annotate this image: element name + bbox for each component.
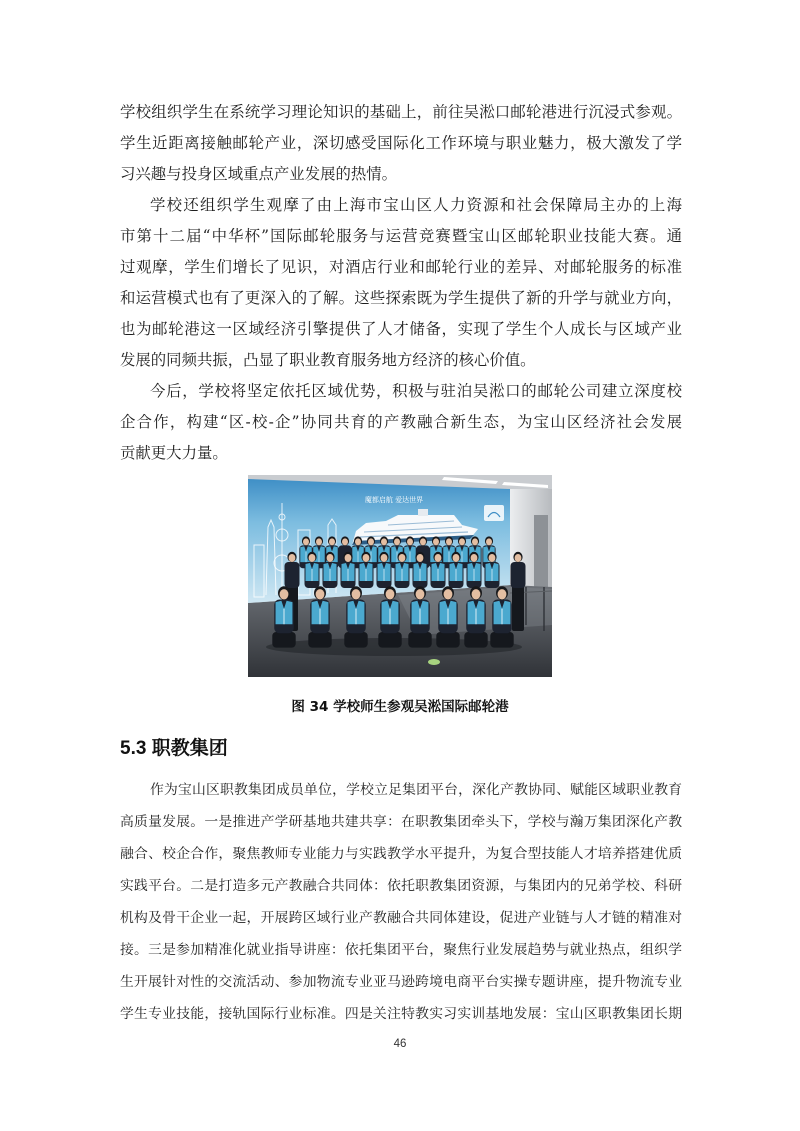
legs [464, 632, 487, 648]
face [435, 554, 442, 562]
face [416, 589, 425, 599]
face [472, 538, 478, 545]
face [280, 589, 289, 599]
paragraph [120, 376, 682, 469]
text-line: 也为邮轮港这一区域经济引擎提供了人才储备，实现了学生个人成长与区域产业 [120, 320, 682, 338]
text-line: 学生近距离接触邮轮产业，深切感受国际化工作环境与职业魅力，极大激发了学 [120, 134, 682, 152]
face [381, 538, 387, 545]
face [327, 554, 334, 562]
face [381, 554, 388, 562]
face [394, 538, 400, 545]
text-line: 生开展针对性的交流活动、参加物流专业亚马逊跨境电商平台实操专题讲座，提升物流专业 [120, 974, 682, 989]
text-line: 贡献更大力量。 [120, 444, 228, 462]
face [303, 538, 309, 545]
text-line: 过观摩，学生们增长了见识，对酒店行业和邮轮行业的差异、对邮轮服务的标准 [120, 258, 682, 276]
paragraph [120, 97, 682, 190]
floor-logo-light [428, 659, 440, 665]
face [368, 538, 374, 545]
face [498, 589, 507, 599]
text-line: 今后，学校将坚定依托区域优势，积极与驻泊吴淞口的邮轮公司建立深度校 [150, 382, 682, 400]
text-line: 学生专业技能，接轨国际行业标准。四是关注特教实习实训基地发展：宝山区职教集团长期 [120, 1006, 682, 1021]
face [386, 589, 395, 599]
face [453, 554, 460, 562]
paragraph [120, 774, 682, 1030]
face [420, 538, 426, 545]
face [486, 538, 492, 545]
face [489, 554, 496, 562]
face [316, 538, 322, 545]
text-line: 作为宝山区职教集团成员单位，学校立足集团平台，深化产教协同、赋能区域职业教育 [150, 782, 682, 797]
text-line: 发展的同频共振，凸显了职业教育服务地方经济的核心价值。 [120, 351, 536, 369]
text-line: 机构及骨干企业一起，开展跨区域行业产教融合共同体建设，促进产业链与人才链的精准对 [120, 910, 682, 925]
text-line: 融合、校企合作，聚焦教师专业能力与实践教学水平提升，为复合型技能人才培养搭建优质 [120, 846, 682, 861]
face [433, 538, 439, 545]
face [407, 538, 413, 545]
text-line: 习兴趣与投身区域重点产业发展的热情。 [120, 165, 398, 183]
poster-logo [484, 505, 504, 521]
section-text [120, 774, 682, 1030]
text-line: 企合作，构建“区-校-企”协同共育的产教融合新生态，为宝山区经济社会发展 [120, 413, 682, 431]
jacket [285, 562, 300, 588]
legs [378, 632, 401, 648]
photo-illustration [248, 475, 552, 677]
face [515, 554, 522, 562]
face [352, 589, 361, 599]
paragraph [120, 190, 682, 376]
face [471, 554, 478, 562]
face [355, 538, 361, 545]
poster-slogan: 魔都启航 爱达世界 [364, 496, 424, 504]
text-line: 和运营模式也有了更深入的了解。这些探索既为学生提供了新的升学与就业方向， [120, 289, 682, 307]
legs [490, 632, 513, 648]
text-line: 高质量发展。一是推进产学研基地共建共享：在职教集团牵头下，学校与瀚万集团深化产教 [120, 814, 682, 829]
teacher-figure [511, 552, 526, 631]
figure-photo [248, 475, 552, 677]
face [345, 554, 352, 562]
page-number: 46 [393, 1038, 407, 1050]
figure-caption: 图 34 学校师生参观吴淞国际邮轮港 [291, 699, 509, 715]
section-heading: 5.3 职教集团 [120, 738, 228, 759]
face [309, 554, 316, 562]
face [444, 589, 453, 599]
intro-text [120, 97, 682, 469]
face [342, 538, 348, 545]
face [316, 589, 325, 599]
legs [512, 585, 524, 631]
face [289, 554, 296, 562]
text-line: 学校还组织学生观摩了由上海市宝山区人力资源和社会保障局主办的上海 [150, 196, 682, 214]
legs [408, 632, 431, 648]
legs [344, 632, 367, 648]
jacket [511, 562, 526, 588]
cruise-ship-part [418, 509, 428, 516]
face [417, 554, 424, 562]
text-line: 市第十二届“中华杯”国际邮轮服务与运营竞赛暨宝山区邮轮职业技能大赛。通 [120, 227, 682, 245]
legs [436, 632, 459, 648]
face [446, 538, 452, 545]
legs [308, 632, 331, 648]
text-line: 学校组织学生在系统学习理论知识的基础上，前往吴淞口邮轮港进行沉浸式参观。 [120, 103, 682, 121]
face [472, 589, 481, 599]
text-line: 实践平台。二是打造多元产教融合共同体：依托职教集团资源，与集团内的兄弟学校、科研 [120, 878, 682, 893]
face [329, 538, 335, 545]
face [399, 554, 406, 562]
face [459, 538, 465, 545]
text-line: 接。三是参加精准化就业指导讲座：依托集团平台，聚焦行业发展趋势与就业热点，组织学 [120, 942, 682, 957]
legs [272, 632, 295, 648]
face [363, 554, 370, 562]
